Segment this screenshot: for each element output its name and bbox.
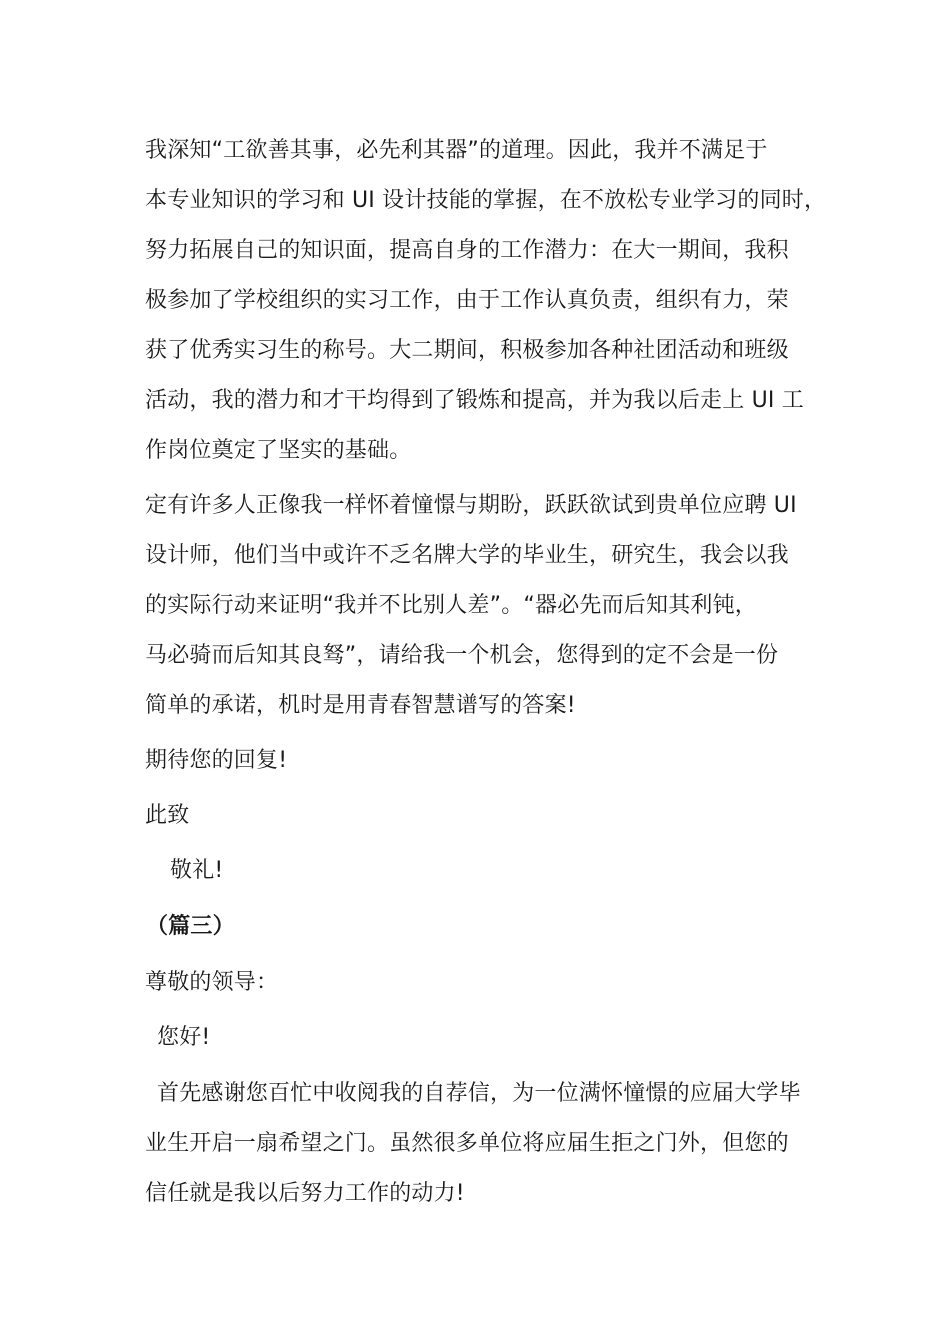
paragraph-2-line-5: 简单的承诺，机时是用青春智慧谱写的答案! bbox=[145, 693, 576, 718]
paragraph-3-line-3: 信任就是我以后努力工作的动力! bbox=[145, 1181, 465, 1206]
paragraph-1-line-2: 本专业知识的学习和 UI 设计技能的掌握，在不放松专业学习的同时， bbox=[145, 188, 827, 213]
paragraph-1-line-3: 努力拓展自己的知识面，提高自身的工作潜力：在大一期间，我积 bbox=[145, 238, 789, 263]
paragraph-2-line-2: 设计师，他们当中或许不乏名牌大学的毕业生，研究生，我会以我 bbox=[145, 543, 789, 568]
closing-cizhi: 此致 bbox=[145, 803, 190, 828]
paragraph-1-line-5: 获了优秀实习生的称号。大二期间，积极参加各种社团活动和班级 bbox=[145, 338, 789, 363]
paragraph-3-line-2: 业生开启一扇希望之门。虽然很多单位将应届生拒之门外，但您的 bbox=[145, 1131, 789, 1156]
paragraph-1-line-7: 作岗位奠定了坚实的基础。 bbox=[145, 438, 412, 463]
paragraph-1-line-6: 活动，我的潜力和才干均得到了锻炼和提高，并为我以后走上 UI 工 bbox=[145, 388, 804, 413]
paragraph-2-line-3: 的实际行动来证明“我并不比别人差”。“器必先而后知其利钝， bbox=[145, 593, 757, 618]
greeting: 您好! bbox=[157, 1025, 211, 1050]
paragraph-2-line-4: 马必骑而后知其良驽”，请给我一个机会，您得到的定不会是一份 bbox=[145, 643, 779, 668]
closing-expect-reply: 期待您的回复! bbox=[145, 748, 288, 773]
closing-jingli: 敬礼! bbox=[170, 858, 224, 883]
paragraph-2-line-1: 定有许多人正像我一样怀着憧憬与期盼，跃跃欲试到贵单位应聘 UI bbox=[145, 493, 797, 518]
salutation: 尊敬的领导： bbox=[145, 970, 279, 995]
paragraph-1-line-1: 我深知“工欲善其事，必先利其器”的道理。因此，我并不满足于 bbox=[145, 138, 768, 163]
paragraph-1-line-4: 极参加了学校组织的实习工作，由于工作认真负责，组织有力，荣 bbox=[145, 288, 789, 313]
paragraph-3-line-1: 首先感谢您百忙中收阅我的自荐信，为一位满怀憧憬的应届大学毕 bbox=[157, 1081, 801, 1106]
section-title: （篇三） bbox=[146, 914, 235, 939]
